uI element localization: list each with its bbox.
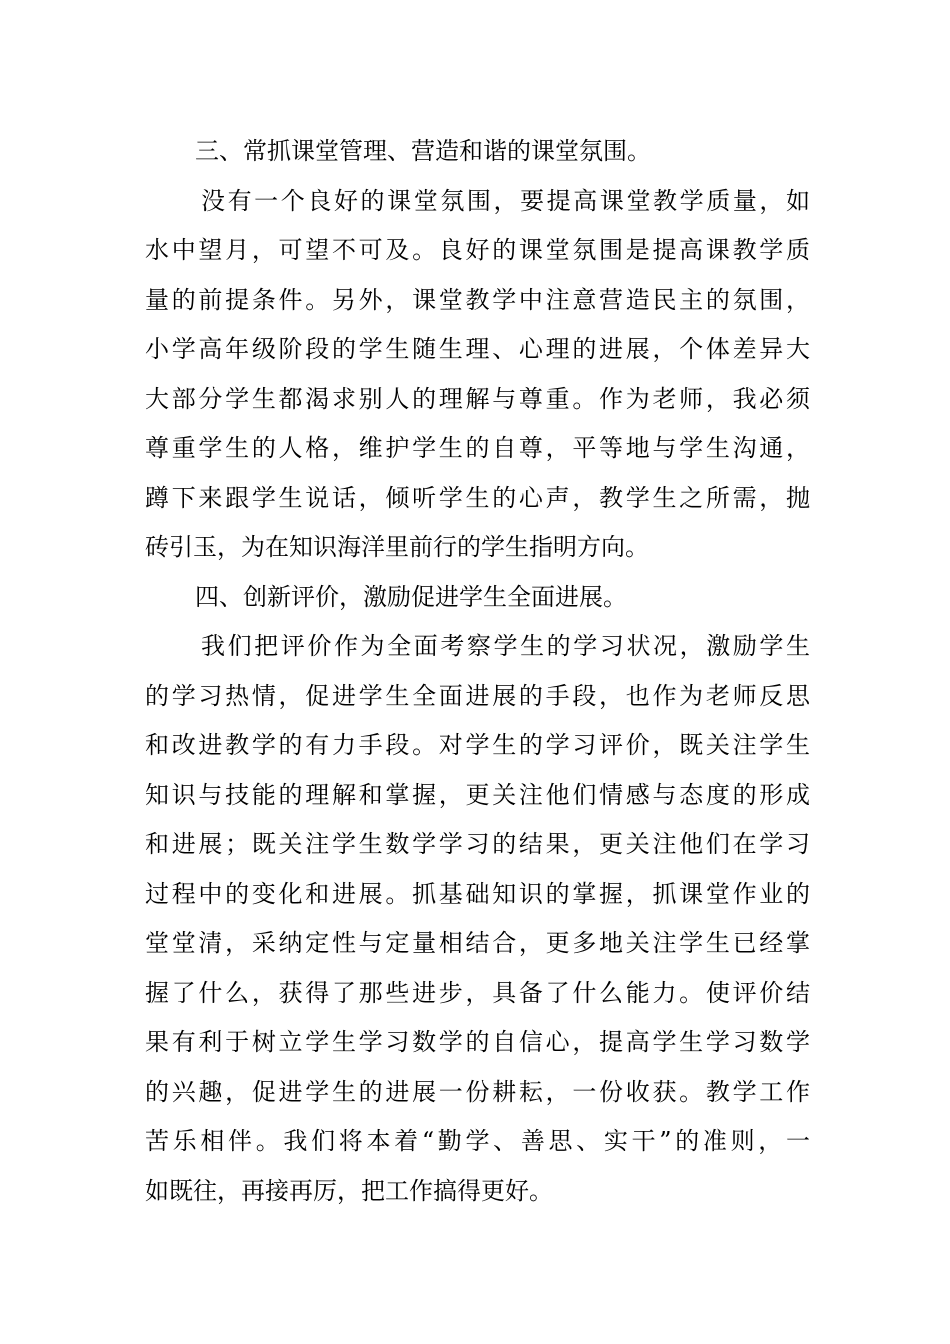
paragraph-line: 大部分学生都渴求别人的理解与尊重。作为老师，我必须 — [145, 384, 810, 413]
paragraph-line: 握了什么，获得了那些进步，具备了什么能力。使评价结 — [145, 978, 810, 1007]
paragraph-line: 没有一个良好的课堂氛围，要提高课堂教学质量，如 — [201, 186, 810, 215]
paragraph-line: 我们把评价作为全面考察学生的学习状况，激励学生 — [201, 632, 810, 660]
paragraph-line: 过程中的变化和进展。抓基础知识的掌握，抓课堂作业的 — [145, 879, 810, 908]
paragraph-line: 的兴趣，促进学生的进展一份耕耘，一份收获。教学工作 — [145, 1077, 810, 1106]
paragraph-line: 尊重学生的人格，维护学生的自尊，平等地与学生沟通， — [145, 434, 810, 462]
document-body — [145, 127, 810, 1216]
paragraph-line: 苦乐相伴。我们将本着“勤学、善思、实干”的准则，一 — [145, 1127, 810, 1155]
paragraph-line: 和改进教学的有力手段。对学生的学习评价，既关注学生 — [145, 731, 810, 759]
paragraph-line: 蹲下来跟学生说话，倾听学生的心声，教学生之所需，抛 — [145, 483, 810, 512]
paragraph-line: 和进展；既关注学生数学学习的结果，更关注他们在学习 — [145, 830, 810, 858]
paragraph-line: 砖引玉，为在知识海洋里前行的学生指明方向。 — [145, 533, 649, 561]
paragraph-line: 的学习热情，促进学生全面进展的手段，也作为老师反思 — [145, 681, 810, 710]
paragraph-line: 如既往，再接再厉，把工作搞得更好。 — [145, 1176, 553, 1205]
section-heading-3: 三、常抓课堂管理、营造和谐的课堂氛围。 — [195, 137, 651, 165]
paragraph-line: 堂堂清，采纳定性与定量相结合，更多地关注学生已经掌 — [145, 929, 810, 957]
paragraph-line: 水中望月，可望不可及。良好的课堂氛围是提高课教学质 — [145, 236, 810, 264]
paragraph-line: 量的前提条件。另外，课堂教学中注意营造民主的氛围， — [145, 285, 810, 314]
section-heading-4: 四、创新评价，激励促进学生全面进展。 — [195, 582, 627, 611]
paragraph-line: 知识与技能的理解和掌握，更关注他们情感与态度的形成 — [145, 780, 810, 809]
paragraph-line: 小学高年级阶段的学生随生理、心理的进展，个体差异大 — [145, 335, 810, 363]
paragraph-line: 果有利于树立学生学习数学的自信心，提高学生学习数学 — [145, 1028, 810, 1056]
